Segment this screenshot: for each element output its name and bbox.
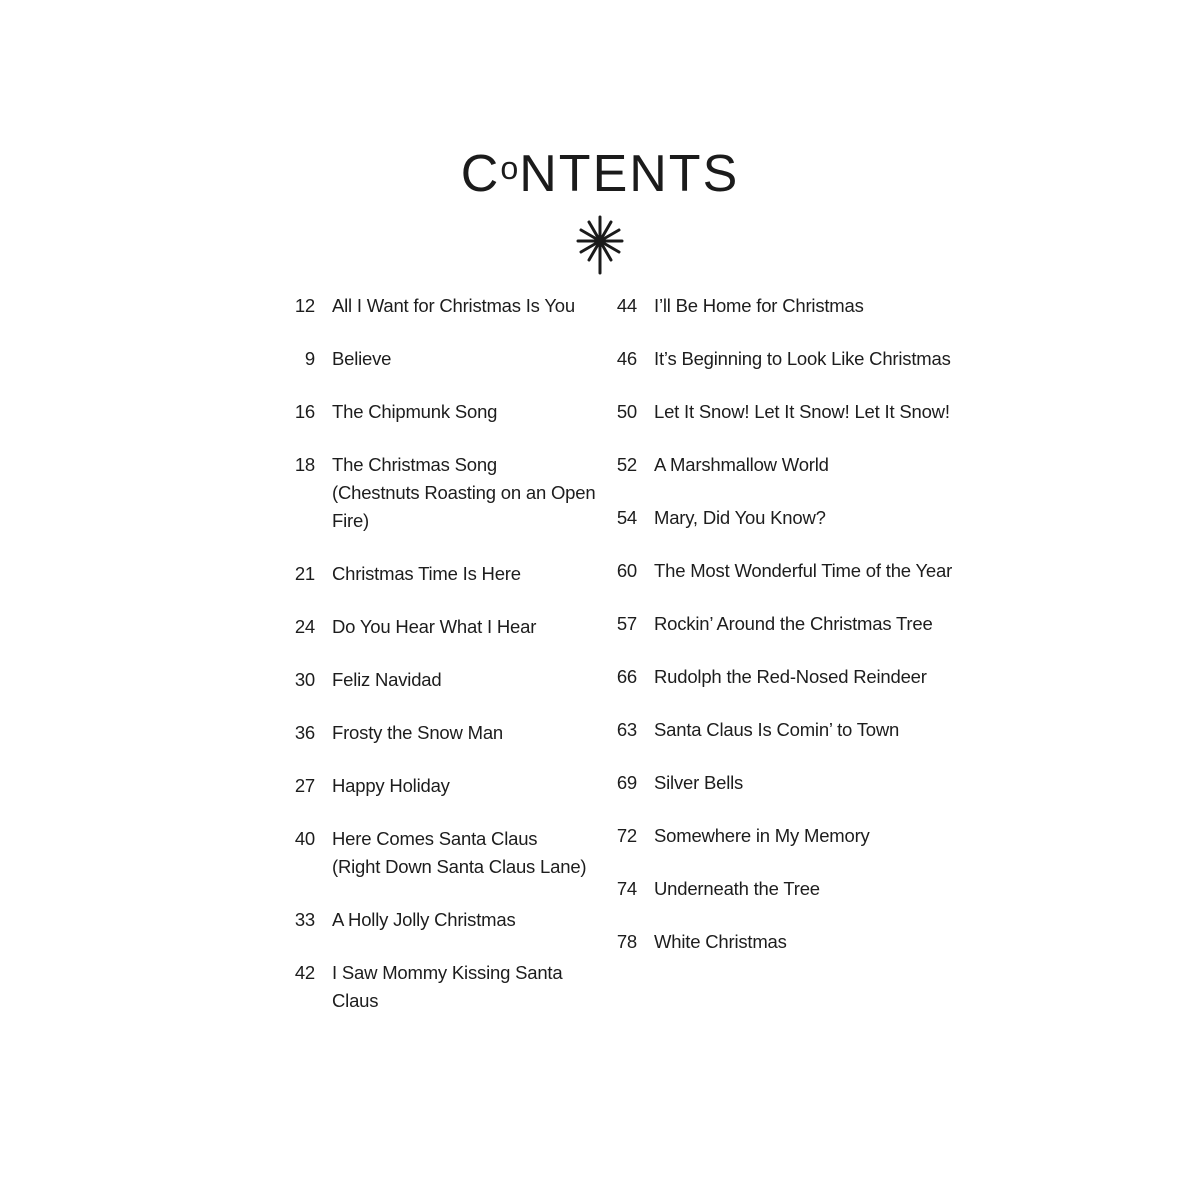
song-title-group [332,613,603,641]
page-number: 63 [616,719,637,740]
song-title-group [654,292,952,320]
song-title-group [332,451,603,535]
song-title: White Christmas [654,931,787,952]
page-number: 12 [294,295,315,316]
song-title-group [654,769,952,797]
page-title [0,0,1200,203]
song-title: Do You Hear What I Hear [332,616,537,637]
song-title: The Christmas Song [332,454,498,475]
song-title: Here Comes Santa Claus [332,828,538,849]
page-number: 72 [616,825,637,846]
toc-entry [281,825,603,881]
song-title-group [654,398,952,426]
toc-entry [603,610,952,638]
song-title: The Most Wonderful Time of the Year [654,560,953,581]
page-number: 74 [616,878,637,899]
song-title-group [654,610,952,638]
toc-entry [281,345,603,373]
page-number: 40 [294,828,315,849]
song-title-group [654,451,952,479]
toc-entry [281,906,603,934]
song-title: Silver Bells [654,772,744,793]
page-number: 33 [294,909,315,930]
page-number: 78 [616,931,637,952]
song-title-group [654,345,952,373]
title-letter-c: C [460,145,501,203]
song-title: I’ll Be Home for Christmas [654,295,864,316]
song-title-group [654,716,952,744]
song-title-group [654,504,952,532]
toc-entry [603,663,952,691]
song-title: Underneath the Tree [654,878,820,899]
page-number: 36 [294,722,315,743]
toc-column-right [603,292,952,1040]
song-title-group [654,557,952,585]
toc-entry [281,666,603,694]
song-title-group [654,928,952,956]
toc-entry [281,959,603,1015]
toc-entry [603,345,952,373]
song-title: Somewhere in My Memory [654,825,870,846]
song-title: All I Want for Christmas Is You [332,295,575,316]
song-title: Frosty the Snow Man [332,722,503,743]
page-number: 18 [294,454,315,475]
song-title: Rudolph the Red-Nosed Reindeer [654,666,927,687]
title-letter-o: o [500,150,520,187]
song-title-group [332,666,603,694]
song-title: Let It Snow! Let It Snow! Let It Snow! [654,401,950,422]
song-title-group [332,719,603,747]
song-title: Santa Claus Is Comin’ to Town [654,719,900,740]
song-title-group [332,825,603,881]
page-number: 66 [616,666,637,687]
page-number: 16 [294,401,315,422]
page-number: 54 [616,507,637,528]
toc-entry [603,398,952,426]
page-number: 27 [294,775,315,796]
song-subtitle: (Right Down Santa Claus Lane) [332,856,587,877]
snowflake-icon [570,214,630,276]
song-title-group [332,398,603,426]
song-title-group [332,906,603,934]
page-number: 57 [616,613,637,634]
table-of-contents [281,292,1200,1040]
page-number: 52 [616,454,637,475]
toc-entry [603,769,952,797]
song-title: Feliz Navidad [332,669,442,690]
toc-entry [281,451,603,535]
song-subtitle: (Chestnuts Roasting on an Open Fire) [332,482,596,531]
page-number: 24 [294,616,315,637]
page-number: 30 [294,669,315,690]
song-title-group [654,663,952,691]
song-title: The Chipmunk Song [332,401,498,422]
song-title-group [654,822,952,850]
toc-entry [603,504,952,532]
song-title: Rockin’ Around the Christmas Tree [654,613,933,634]
page-number: 60 [616,560,637,581]
song-title-group [332,959,603,1015]
toc-entry [281,613,603,641]
toc-entry [603,451,952,479]
song-title-group [332,560,603,588]
page-number: 44 [616,295,637,316]
song-title-group [332,772,603,800]
toc-entry [603,875,952,903]
page-number: 21 [294,563,315,584]
song-title: Happy Holiday [332,775,450,796]
song-title-group [332,345,603,373]
song-title: Christmas Time Is Here [332,563,521,584]
song-title: Mary, Did You Know? [654,507,826,528]
page-number: 46 [616,348,637,369]
page-number: 42 [294,962,315,983]
toc-entry [603,822,952,850]
page-number: 9 [304,348,315,369]
toc-entry [603,292,952,320]
song-title: I Saw Mommy Kissing Santa Claus [332,962,563,1011]
song-title-group [654,875,952,903]
toc-entry [603,928,952,956]
toc-entry [281,719,603,747]
toc-entry [603,557,952,585]
toc-entry [281,398,603,426]
song-title: Believe [332,348,392,369]
toc-column-left [281,292,603,1040]
song-title: A Holly Jolly Christmas [332,909,516,930]
page-number: 69 [616,772,637,793]
song-title: It’s Beginning to Look Like Christmas [654,348,951,369]
toc-entry [281,292,603,320]
toc-entry [281,772,603,800]
song-title-group [332,292,603,320]
page-number: 50 [616,401,637,422]
toc-entry [281,560,603,588]
song-title: A Marshmallow World [654,454,829,475]
toc-entry [603,716,952,744]
title-letters-rest: NTENTS [519,145,740,203]
